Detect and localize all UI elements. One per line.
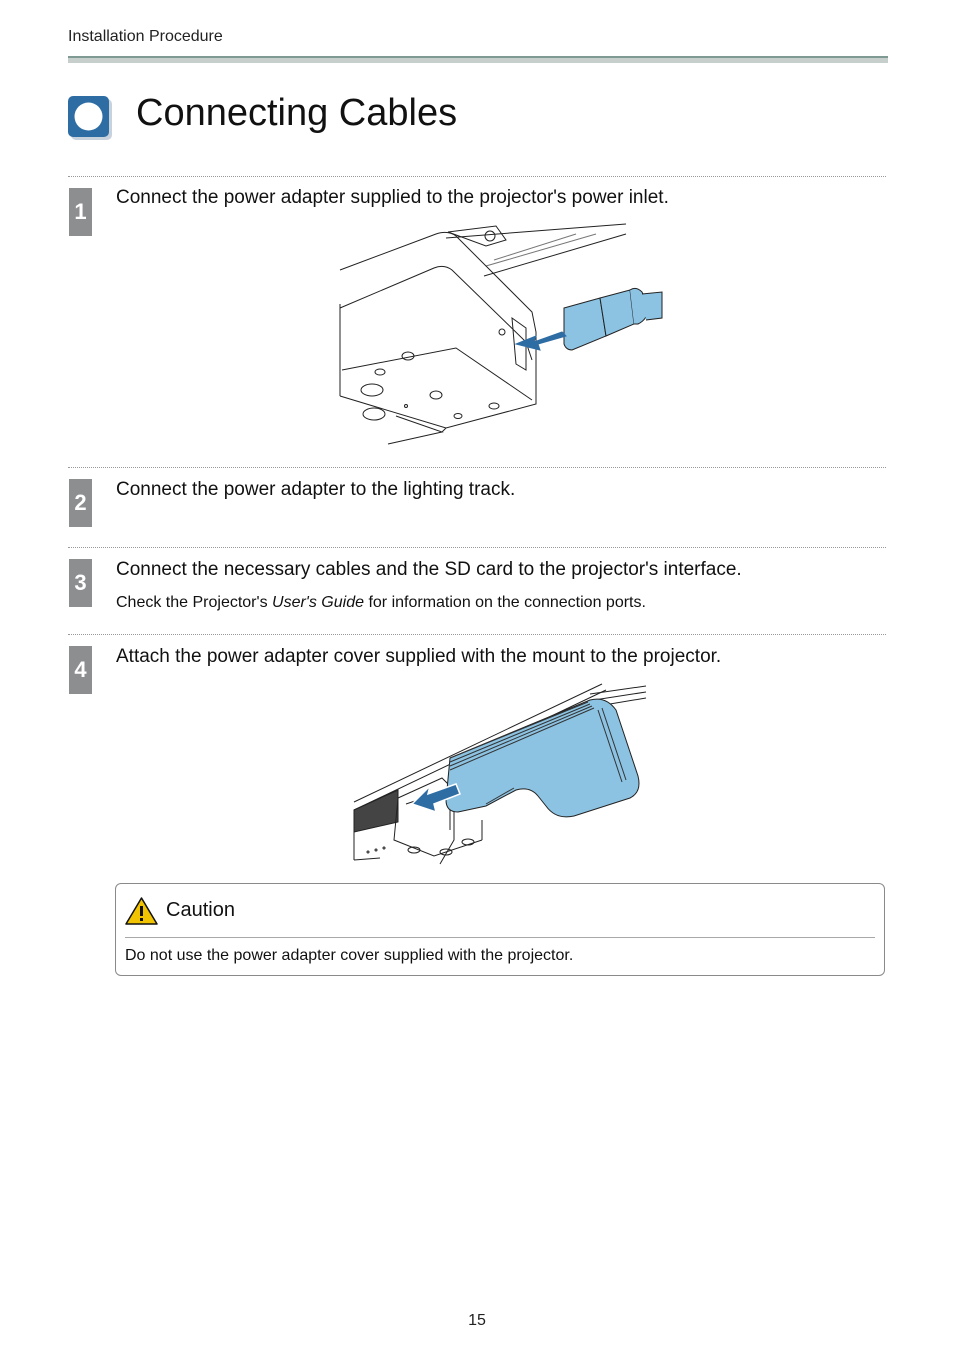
- step-3-note: [116, 594, 646, 612]
- step-divider: [68, 634, 886, 635]
- step-divider: [68, 467, 886, 468]
- page-title: Connecting Cables: [136, 92, 458, 134]
- caution-title: Caution: [166, 899, 235, 921]
- step-4-text: Attach the power adapter cover supplied with the mount to the projector.: [116, 646, 722, 667]
- users-guide-title: User's Guide: [272, 594, 364, 611]
- warning-triangle-icon: [125, 897, 158, 925]
- caution-box: [115, 883, 885, 976]
- projector-power-inlet-illustration: [336, 220, 666, 448]
- adapter-cover-illustration: [350, 680, 650, 870]
- step-number-badge: 2: [69, 479, 92, 527]
- step-number-badge: 1: [69, 188, 92, 236]
- note-text: for information on the connection ports.: [364, 594, 646, 611]
- step-1-text: Connect the power adapter supplied to the projector's power inlet.: [116, 187, 669, 208]
- section-square-icon: [68, 96, 112, 140]
- step-number-badge: 3: [69, 559, 92, 607]
- running-head: Installation Procedure: [68, 28, 223, 45]
- step-divider: [68, 176, 886, 177]
- step-number-badge: 4: [69, 646, 92, 694]
- step-divider: [68, 547, 886, 548]
- header-rule: [68, 56, 888, 63]
- note-text: Check the Projector's: [116, 594, 273, 611]
- step-2-text: Connect the power adapter to the lighting track.: [116, 479, 516, 500]
- step-3-text: Connect the necessary cables and the SD card to the projector's interface.: [116, 559, 742, 580]
- page-number: 15: [468, 1312, 486, 1329]
- caution-rule: [125, 937, 875, 938]
- caution-text: Do not use the power adapter cover supplied with the projector.: [125, 947, 574, 964]
